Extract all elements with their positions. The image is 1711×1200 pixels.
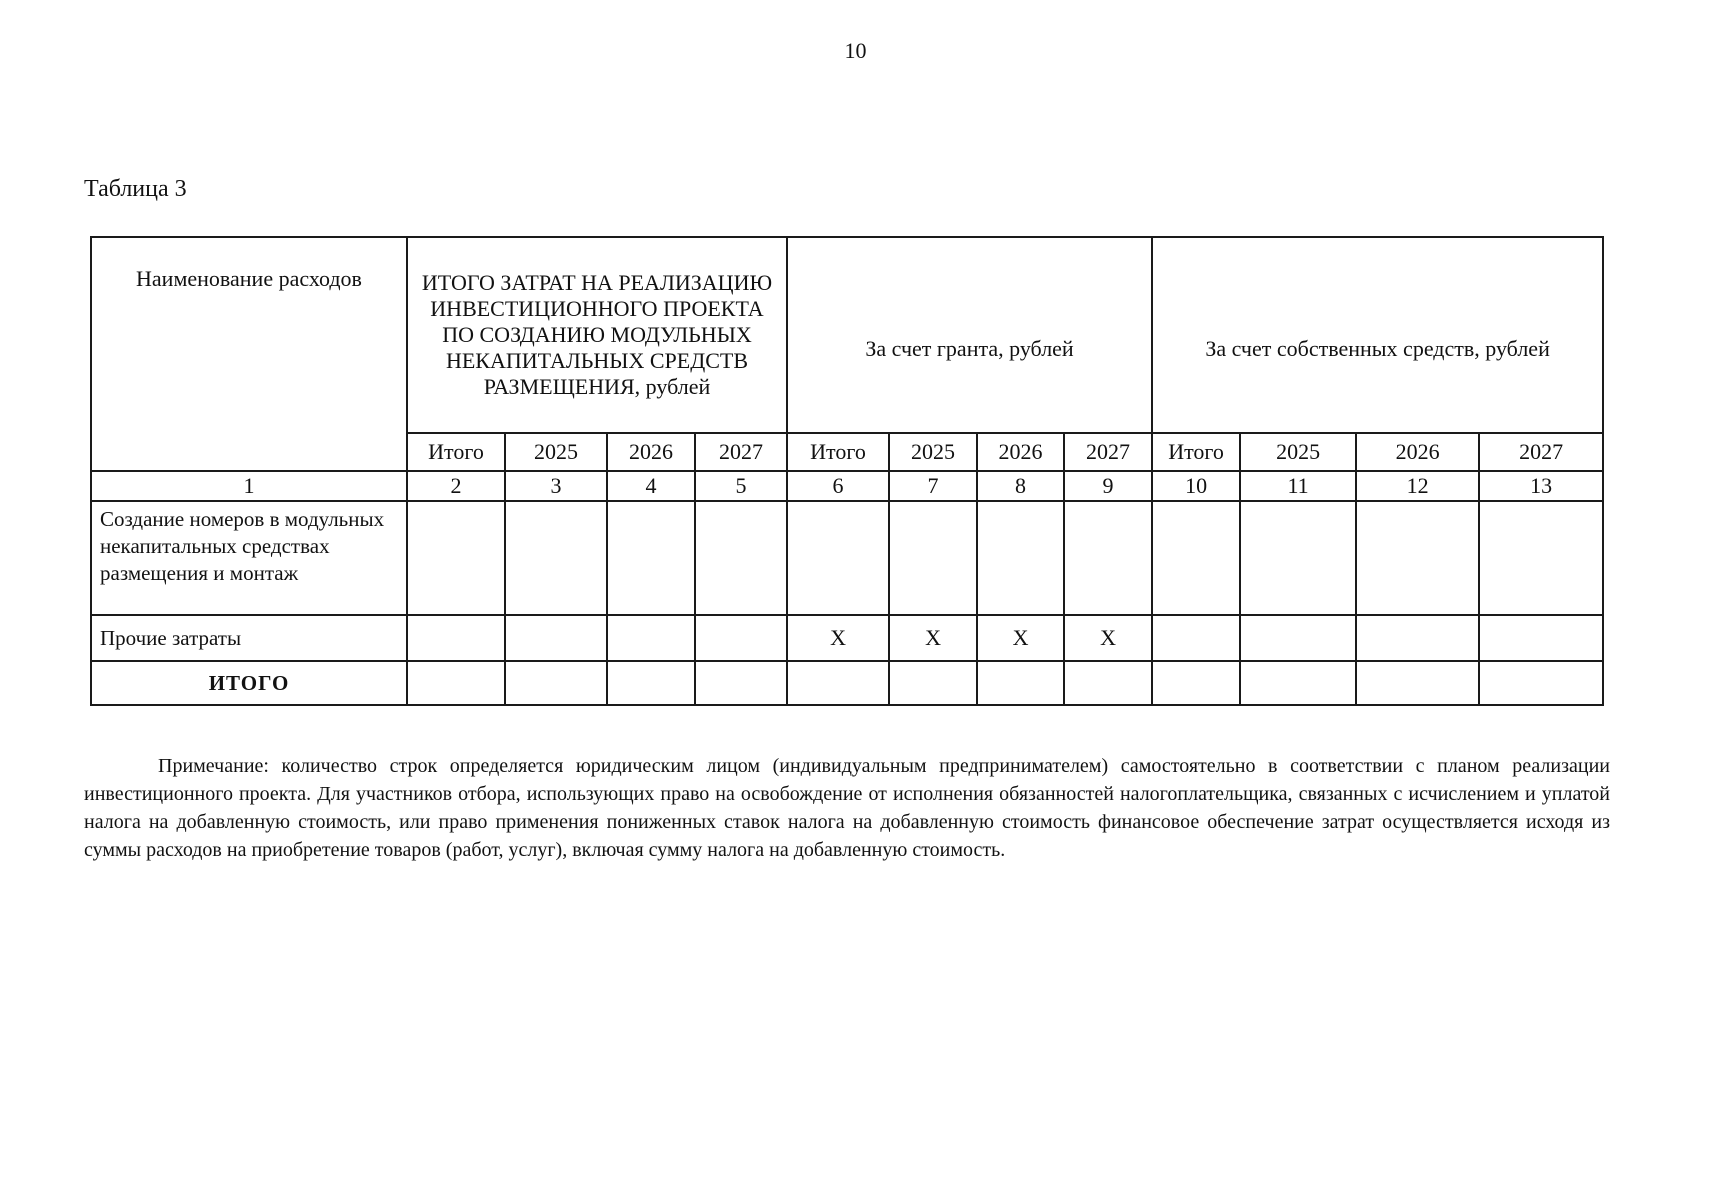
table-cell: Х xyxy=(889,615,977,661)
table-cell xyxy=(787,661,889,705)
table-cell xyxy=(607,501,695,615)
header-subcolumn: Итого xyxy=(787,433,889,471)
table-cell: Х xyxy=(977,615,1064,661)
column-number: 4 xyxy=(607,471,695,501)
table-cell xyxy=(607,615,695,661)
column-number: 1 xyxy=(91,471,407,501)
table-cell: Х xyxy=(1064,615,1152,661)
header-subcolumn: 2025 xyxy=(505,433,607,471)
table-cell xyxy=(607,661,695,705)
table-cell xyxy=(1479,615,1603,661)
column-number: 3 xyxy=(505,471,607,501)
table-cell xyxy=(695,615,787,661)
table-note: Примечание: количество строк определяется юридическим лицом (индивидуальным предпринимателем) самостоятельно в соответствии с планом реализации инвестиционного проекта. Для участников отбора, использующих право на освобождение от исполнения обязанностей налогоплательщика, связанных с исчислением и уплатой налога на добавленную стоимость, или право применения пониженных ставок налога на добавленную стоимость финансовое обеспечение затрат осуществляется исходя из суммы расходов на приобретение товаров (работ, услуг), включая сумму налога на добавленную стоимость. xyxy=(84,755,1610,861)
column-number: 12 xyxy=(1356,471,1479,501)
header-subcolumn: Итого xyxy=(1152,433,1240,471)
column-number: 5 xyxy=(695,471,787,501)
table-cell xyxy=(407,501,505,615)
table-cell xyxy=(1479,501,1603,615)
table-caption: Таблица 3 xyxy=(84,176,187,202)
table-cell xyxy=(1356,615,1479,661)
table-cell xyxy=(1152,501,1240,615)
row-name-total: ИТОГО xyxy=(91,661,407,705)
column-number: 11 xyxy=(1240,471,1356,501)
table-cell xyxy=(977,501,1064,615)
table-cell xyxy=(407,615,505,661)
header-subcolumn: 2026 xyxy=(1356,433,1479,471)
column-number: 2 xyxy=(407,471,505,501)
header-row-groups xyxy=(91,237,1603,433)
expenses-table xyxy=(90,236,1604,706)
table-cell xyxy=(695,501,787,615)
column-number: 13 xyxy=(1479,471,1603,501)
table-cell xyxy=(1479,661,1603,705)
column-number: 6 xyxy=(787,471,889,501)
column-number-row xyxy=(91,471,1603,501)
table-cell: Х xyxy=(787,615,889,661)
table-cell xyxy=(1240,501,1356,615)
table-cell xyxy=(407,661,505,705)
table-cell xyxy=(505,501,607,615)
header-subcolumn: 2026 xyxy=(977,433,1064,471)
table-cell xyxy=(889,661,977,705)
header-total-group: ИТОГО ЗАТРАТ НА РЕАЛИЗАЦИЮ ИНВЕСТИЦИОННОГО ПРОЕКТА ПО СОЗДАНИЮ МОДУЛЬНЫХ НЕКАПИТАЛЬНЫХ СРЕДСТВ РАЗМЕЩЕНИЯ, рублей xyxy=(407,237,787,433)
header-own-funds-group: За счет собственных средств, рублей xyxy=(1152,237,1603,433)
header-subcolumn: 2025 xyxy=(1240,433,1356,471)
header-subcolumn: 2027 xyxy=(695,433,787,471)
header-subcolumn: 2027 xyxy=(1064,433,1152,471)
table-cell xyxy=(1152,615,1240,661)
header-subcolumn: 2025 xyxy=(889,433,977,471)
header-grant-group: За счет гранта, рублей xyxy=(787,237,1152,433)
table-row-total xyxy=(91,661,1603,705)
column-number: 8 xyxy=(977,471,1064,501)
table-cell xyxy=(1152,661,1240,705)
table-cell xyxy=(505,661,607,705)
table-cell xyxy=(1064,661,1152,705)
table-cell xyxy=(1240,661,1356,705)
table-cell xyxy=(889,501,977,615)
header-subcolumn: 2027 xyxy=(1479,433,1603,471)
table-cell xyxy=(1356,501,1479,615)
column-number: 9 xyxy=(1064,471,1152,501)
table-row xyxy=(91,501,1603,615)
table-row xyxy=(91,615,1603,661)
table-cell xyxy=(1356,661,1479,705)
header-subcolumn: Итого xyxy=(407,433,505,471)
table-cell xyxy=(1240,615,1356,661)
row-name: Создание номеров в модульных некапитальных средствах размещения и монтаж xyxy=(91,501,407,615)
page-number: 10 xyxy=(844,38,867,63)
row-name: Прочие затраты xyxy=(91,615,407,661)
table-cell xyxy=(1064,501,1152,615)
table-cell xyxy=(505,615,607,661)
header-subcolumn: 2026 xyxy=(607,433,695,471)
column-number: 10 xyxy=(1152,471,1240,501)
column-number: 7 xyxy=(889,471,977,501)
table-cell xyxy=(695,661,787,705)
table-cell xyxy=(977,661,1064,705)
header-expense-name: Наименование расходов xyxy=(91,237,407,471)
table-cell xyxy=(787,501,889,615)
